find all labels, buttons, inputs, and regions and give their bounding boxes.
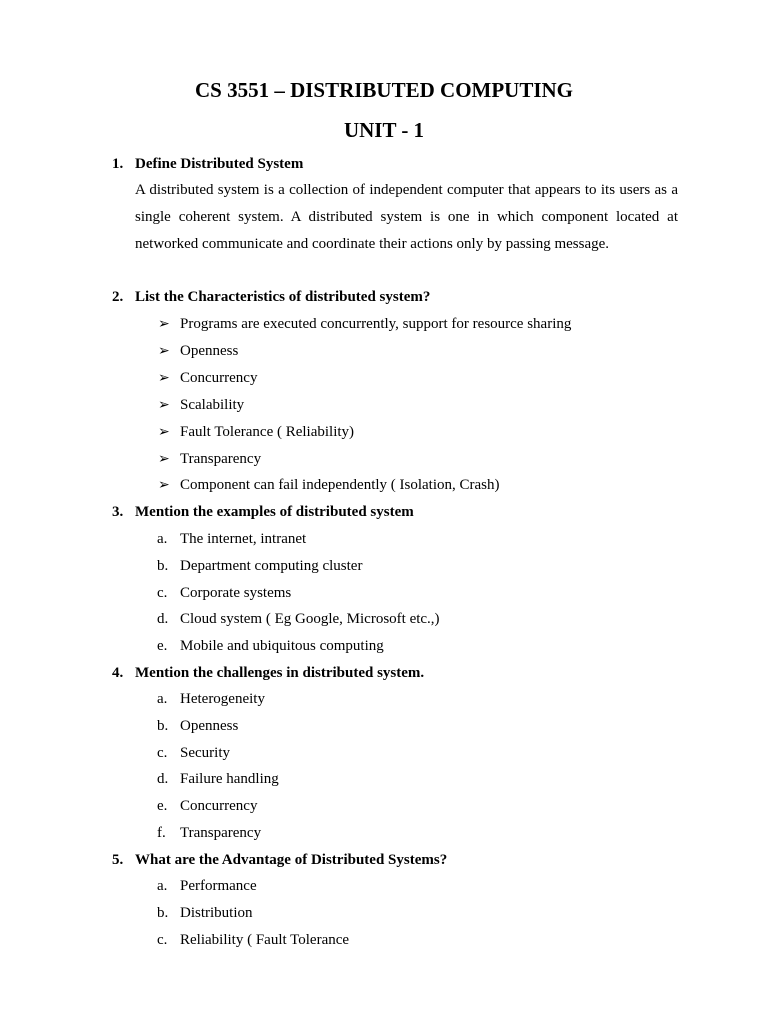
question-text: Mention the examples of distributed system [135,504,414,520]
arrow-bullet-icon: ➢ [158,478,170,493]
list-item [157,556,362,576]
unit-heading: UNIT - 1 [343,118,425,142]
question-number: 2. [112,289,124,305]
list-item [157,689,265,709]
list-item-text: Transparency [180,451,262,467]
list-item-text: Department computing cluster [180,558,363,574]
list-item [158,395,244,416]
list-item-text: Reliability ( Fault Tolerance [180,932,350,948]
list-marker: a. [157,691,168,707]
answer-line: networked communicate and coordinate their actions only by passing message. [135,236,610,252]
list-item [157,529,306,549]
list-item [157,716,238,736]
list-item-text: The internet, intranet [180,531,307,547]
list-item [157,583,291,603]
question-number: 1. [112,156,124,172]
list-marker: f. [157,825,166,841]
question-text: What are the Advantage of Distributed Systems? [135,852,448,868]
arrow-bullet-icon: ➢ [158,344,170,359]
question-text: Define Distributed System [135,156,304,172]
list-marker: d. [157,611,169,627]
question-4 [112,663,424,683]
list-item-text: Mobile and ubiquitous computing [180,638,384,654]
answer-line: A distributed system is a collection of independent computer that appears to its users as a [135,182,678,198]
question-number: 3. [112,504,124,520]
list-marker: b. [157,718,169,734]
list-item-text: Component can fail independently ( Isolation, Crash) [180,477,500,493]
list-marker: a. [157,878,168,894]
list-item-text: Performance [180,878,257,894]
list-marker: e. [157,798,168,814]
list-item [157,636,384,656]
list-marker: b. [157,905,169,921]
list-marker: c. [157,745,168,761]
arrow-bullet-icon: ➢ [158,425,170,440]
list-item [158,341,238,362]
list-marker: c. [157,585,168,601]
list-item [157,769,279,789]
list-marker: a. [157,531,168,547]
question-3 [112,502,414,522]
list-marker: c. [157,932,168,948]
list-item-text: Concurrency [180,370,258,386]
list-item-text: Programs are executed concurrently, support for resource sharing [180,316,572,332]
document-title: CS 3551 – DISTRIBUTED COMPUTING [194,78,574,102]
list-item-text: Openness [180,718,239,734]
list-item-text: Concurrency [180,798,258,814]
list-item [157,903,253,923]
arrow-bullet-icon: ➢ [158,371,170,386]
list-item [158,449,261,470]
list-marker: b. [157,558,169,574]
question-text: Mention the challenges in distributed system. [135,665,425,681]
list-item [158,368,257,389]
list-item [158,422,354,443]
arrow-bullet-icon: ➢ [158,452,170,467]
list-item-text: Failure handling [180,771,279,787]
list-item [157,930,349,950]
list-marker: d. [157,771,169,787]
list-item [157,609,440,629]
question-2 [112,287,430,307]
question-text: List the Characteristics of distributed system? [135,289,431,305]
answer-paragraph [135,177,678,258]
list-item [157,823,261,843]
question-number: 5. [112,852,124,868]
list-item-text: Distribution [180,905,253,921]
arrow-bullet-icon: ➢ [158,317,170,332]
list-item-text: Openness [180,343,239,359]
answer-line: single coherent system. A distributed system is one in which component located at [135,209,678,225]
arrow-bullet-icon: ➢ [158,398,170,413]
question-1 [112,154,303,174]
list-item [157,876,257,896]
list-item-text: Security [180,745,230,761]
list-item-text: Scalability [180,397,245,413]
list-item-text: Fault Tolerance ( Reliability) [180,424,355,440]
list-item [158,314,571,335]
list-item [157,743,230,763]
list-item-text: Cloud system ( Eg Google, Microsoft etc.,) [180,611,440,627]
list-item-text: Heterogeneity [180,691,265,707]
list-item-text: Transparency [180,825,262,841]
list-item [157,796,257,816]
list-item [158,475,500,496]
list-marker: e. [157,638,168,654]
question-number: 4. [112,665,124,681]
question-5 [112,850,447,870]
list-item-text: Corporate systems [180,585,292,601]
